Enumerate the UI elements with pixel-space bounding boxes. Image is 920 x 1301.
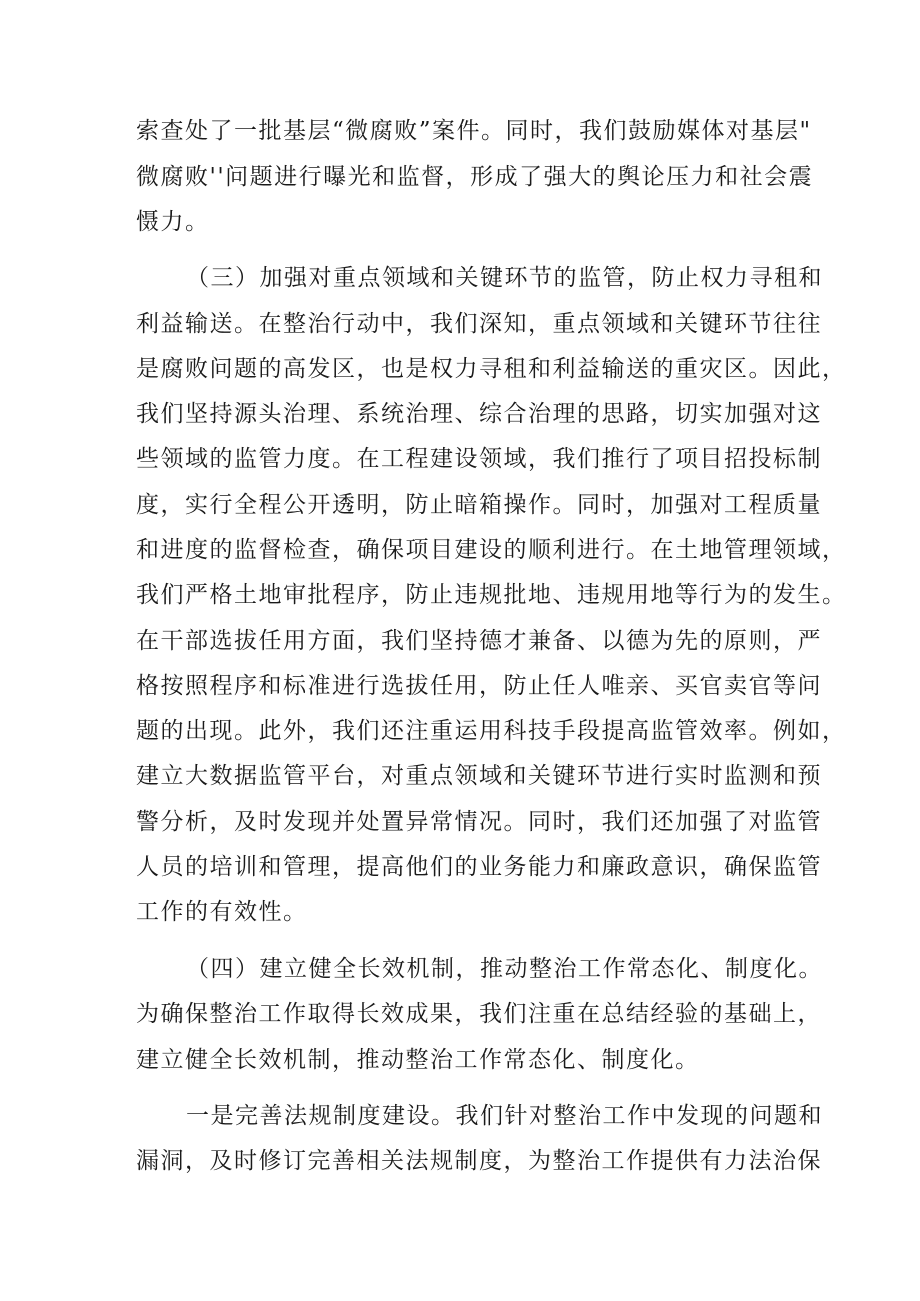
paragraph-2-line-4: 我们坚持源头治理、系统治理、综合治理的思路，切实加强对这 xyxy=(136,401,822,427)
paragraph-2-line-15: 工作的有效性。 xyxy=(136,899,308,925)
paragraph-2-line-12: 建立大数据监管平台，对重点领域和关键环节进行实时监测和预 xyxy=(136,763,822,789)
paragraph-2-line-9: 在干部选拔任用方面，我们坚持德才兼备、以德为先的原则，严 xyxy=(136,628,822,654)
paragraph-2-line-13: 警分析，及时发现并处置异常情况。同时，我们还加强了对监管 xyxy=(136,809,822,835)
paragraph-3-line-2: 为确保整治工作取得长效成果，我们注重在总结经验的基础上， xyxy=(136,1001,822,1027)
paragraph-1-line-2: 微腐败''问题进行曝光和监督，形成了强大的舆论压力和社会震 xyxy=(136,164,814,190)
paragraph-2-line-8: 我们严格土地审批程序，防止违规批地、违规用地等行为的发生。 xyxy=(136,582,847,608)
paragraph-2-line-1: （三）加强对重点领域和关键环节的监管，防止权力寻租和 xyxy=(186,265,823,291)
paragraph-4-line-1: 一是完善法规制度建设。我们针对整治工作中发现的问题和 xyxy=(186,1103,823,1129)
paragraph-3-line-3: 建立健全长效机制，推动整治工作常态化、制度化。 xyxy=(136,1047,700,1073)
paragraph-2-line-5: 些领域的监管力度。在工程建设领域，我们推行了项目招投标制 xyxy=(136,446,822,472)
paragraph-2-line-11: 题的出现。此外，我们还注重运用科技手段提高监管效率。例如， xyxy=(136,718,847,744)
paragraph-1-line-1: 索查处了一批基层“微腐败”案件。同时，我们鼓励媒体对基层" xyxy=(136,118,812,144)
paragraph-3-line-1: （四）建立健全长效机制，推动整治工作常态化、制度化。 xyxy=(186,956,823,982)
paragraph-1-line-3: 慑力。 xyxy=(136,209,210,235)
paragraph-2-line-3: 是腐败问题的高发区，也是权力寻租和利益输送的重灾区。因此， xyxy=(136,356,847,382)
paragraph-2-line-14: 人员的培训和管理，提高他们的业务能力和廉政意识，确保监管 xyxy=(136,854,822,880)
paragraph-2-line-2: 利益输送。在整治行动中，我们深知，重点领域和关键环节往往 xyxy=(136,311,822,337)
paragraph-4-line-2: 漏洞，及时修订完善相关法规制度，为整治工作提供有力法治保 xyxy=(136,1148,822,1174)
paragraph-2-line-6: 度，实行全程公开透明，防止暗箱操作。同时，加强对工程质量 xyxy=(136,492,822,518)
paragraph-2-line-7: 和进度的监督检查，确保项目建设的顺利进行。在土地管理领域， xyxy=(136,537,847,563)
paragraph-2-line-10: 格按照程序和标准进行选拔任用，防止任人唯亲、买官卖官等问 xyxy=(136,673,822,699)
